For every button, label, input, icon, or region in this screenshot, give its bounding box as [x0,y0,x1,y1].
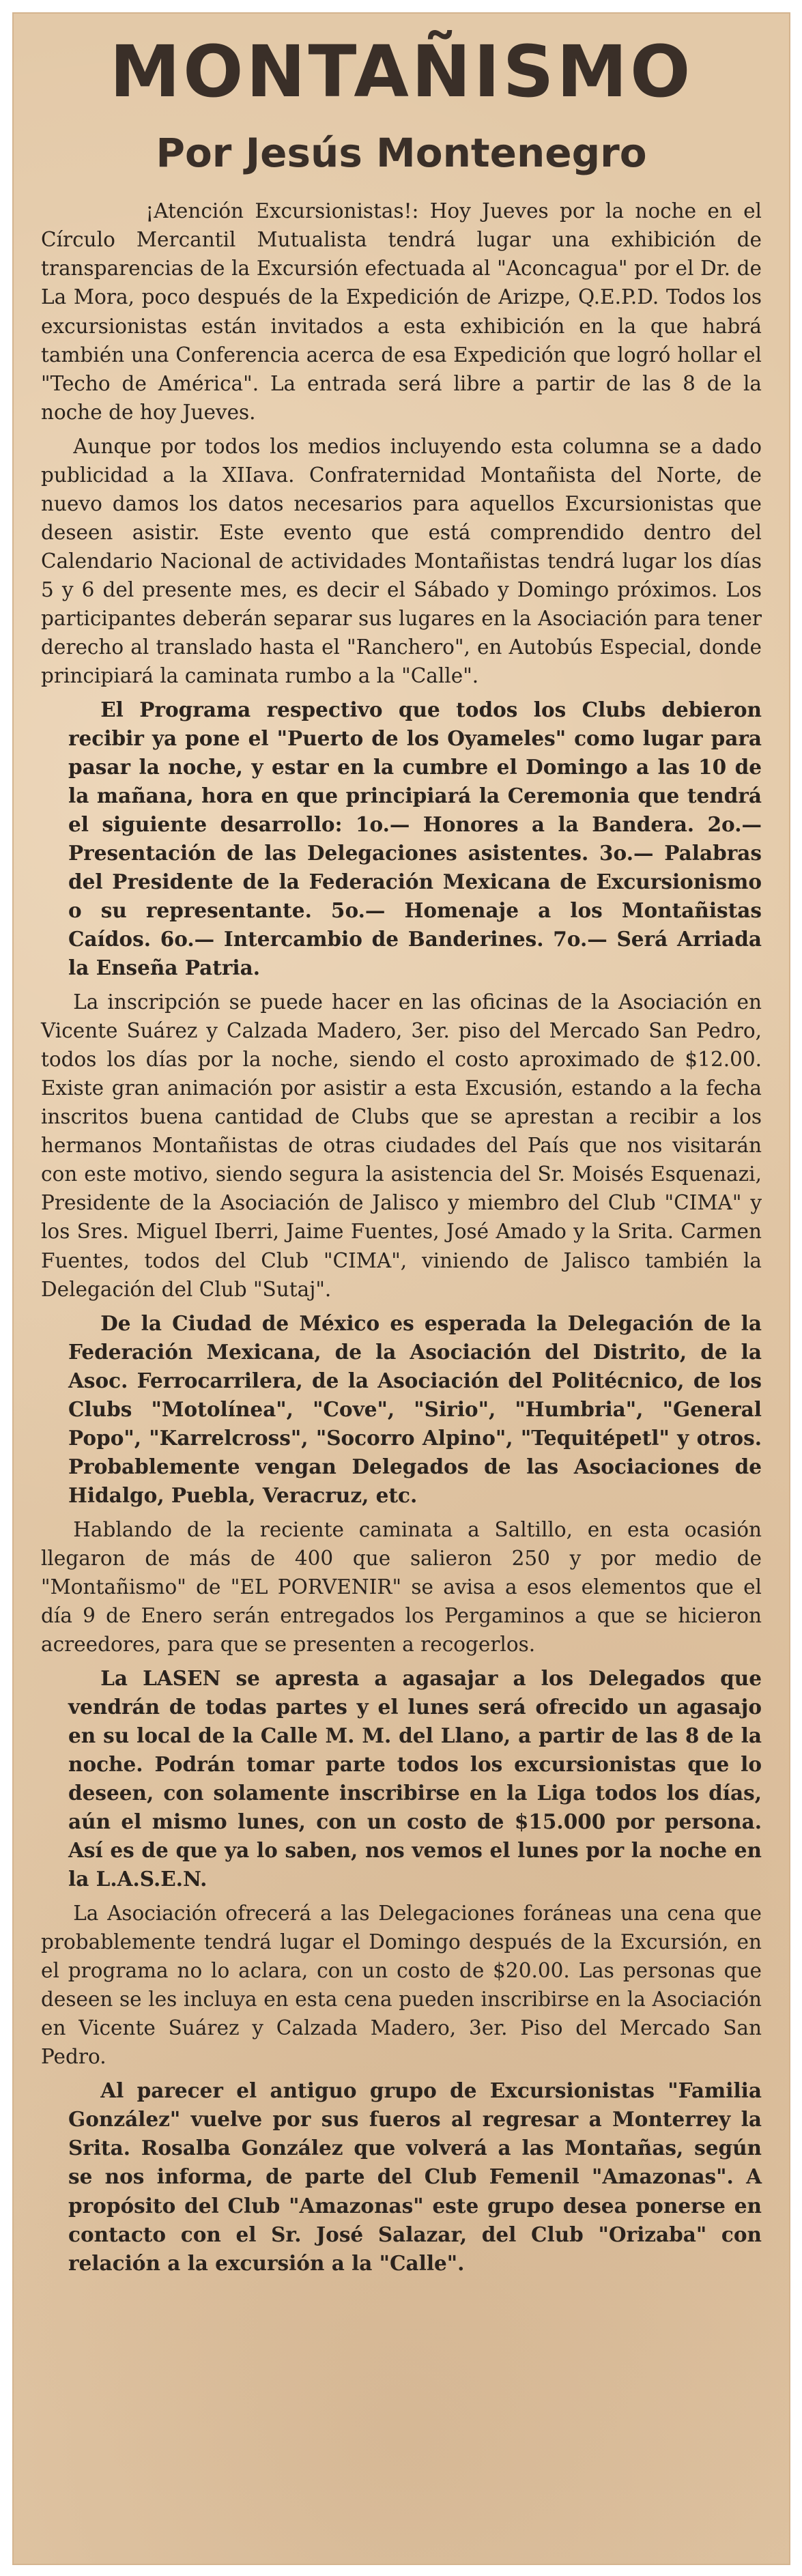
paragraph-registration: La inscripción se puede hacer en las oficinas de la Asociación en Vicente Suárez y Calzada Madero, 3er. piso del Mercado San Pedro, todos los días por la noche, siendo el costo aproximado de $12.00. Existe gran animación por asistir a esta Excusión, estando a la fecha inscritos buena cantidad de Clubs que se aprestan a recibir a los hermanos Montañistas de otras ciudades del País que nos visitarán con este motivo, siendo segura la asistencia del Sr. Moisés Esquenazi, Presidente de la Asociación de Jalisco y miembro del Club "CIMA" y los Sres. Miguel Iberri, Jaime Fuentes, José Amado y la Srita. Carmen Fuentes, todos del Club "CIMA", viniendo de Jalisco también la Delegación del Club "Sutaj". [41,990,762,1301]
paragraph-exhibition: ¡Atención Excursionistas!: Hoy Jueves por la noche en el Círculo Mercantil Mutualista tendrá lugar una exhibición de transparencias de la Excursión efectuada al "Aconcagua" por el Dr. de La Mora, poco después de la Expedición de Arizpe, Q.E.P.D. Todos los excursionistas están invitados a esta exhibición en la que habrá también una Conferencia acerca de esa Expedición que logró hollar el "Techo de América". La entrada será libre a partir de las 8 de la noche de hoy Jueves. [41,199,762,424]
paragraph-program: El Programa respectivo que todos los Clubs debieron recibir ya pone el "Puerto de los Oyameles" como lugar para pasar la noche, y estar en la cumbre el Domingo a las 10 de la mañana, hora en que principiará la Ceremonia que tendrá el siguiente desarrollo: 1o.— Honores a la Bandera. 2o.— Presentación de las Delegaciones asistentes. 3o.— Palabras del Presidente de la Federación Mexicana de Excursionismo o su representante. 5o.— Homenaje a los Montañistas Caídos. 6o.— Intercambio de Banderines. 7o.— Será Arriada la Enseña Patria. [68,697,762,980]
paragraph-lasen: La LASEN se apresta a agasajar a los Delegados que vendrán de todas partes y el lunes será ofrecido un agasajo en su local de la Calle M. M. del Llano, a partir de las 8 de la noche. Podrán tomar parte todos los excursionistas que lo deseen, con solamente inscribirse en la Liga todos los días, aún el mismo lunes, con un costo de $15.000 por persona. Así es de que ya lo saben, nos vemos el lunes por la noche en la L.A.S.E.N. [68,1665,762,1891]
byline: Por Jesús Montenegro [156,130,647,177]
headline: MONTAÑISMO [109,30,693,113]
article-body [41,197,762,2277]
paragraph-dinner: La Asociación ofrecerá a las Delegaciones foráneas una cena que probablemente tendrá lugar el Domingo después de la Excursión, en el programa no lo aclara, con un costo de $20.00. Las personas que deseen se les incluya en esta cena pueden inscribirse en la Asociación en Vicente Suárez y Calzada Madero, 3er. Piso del Mercado San Pedro. [41,1902,762,2069]
paragraph-confraternity: Aunque por todos los medios incluyendo esta columna se a dado publicidad a la XIIava. Confraternidad Montañista del Norte, de nuevo damos los datos necesarios para aquellos Excursionistas que deseen asistir. Este evento que está comprendido dentro del Calendario Nacional de actividades Montañistas tendrá lugar los días 5 y 6 del presente mes, es decir el Sábado y Domingo próximos. Los participantes deberán separar sus lugares en la Asociación para tener derecho al translado hasta el "Ranchero", en Autobús Especial, donde principiará la caminata rumbo a la "Calle". [41,434,762,687]
paragraph-mexico-delegation: De la Ciudad de México es esperada la Delegación de la Federación Mexicana, de la Asociación del Distrito, de la Asoc. Ferrocarrilera, de la Asociación del Politécnico, de los Clubs "Motolínea", "Cove", "Sirio", "Humbria", "General Popo", "Karrelcross", "Socorro Alpino", "Tequitépetl" y otros. Probablemente vengan Delegados de las Asociaciones de Hidalgo, Puebla, Veracruz, etc. [68,1311,762,1507]
paragraph-familia-gonzalez: Al parecer el antiguo grupo de Excursionistas "Familia González" vuelve por sus fueros al regresar a Monterrey la Srita. Rosalba González que volverá a las Montañas, según se nos informa, de parte del Club Femenil "Amazonas". A propósito del Club "Amazonas" este grupo desea ponerse en contacto con el Sr. José Salazar, del Club "Orizaba" con relación a la excursión a la "Calle". [68,2078,762,2275]
paragraph-saltillo: Hablando de la reciente caminata a Saltillo, en esta ocasión llegaron de más de 400 que salieron 250 y por medio de "Montañismo" de "EL PORVENIR" se avisa a esos elementos que el día 9 de Enero serán entregados los Pergaminos a que se hicieron acreedores, para que se presenten a recogerlos. [41,1517,762,1656]
newspaper-clipping [12,12,790,2565]
